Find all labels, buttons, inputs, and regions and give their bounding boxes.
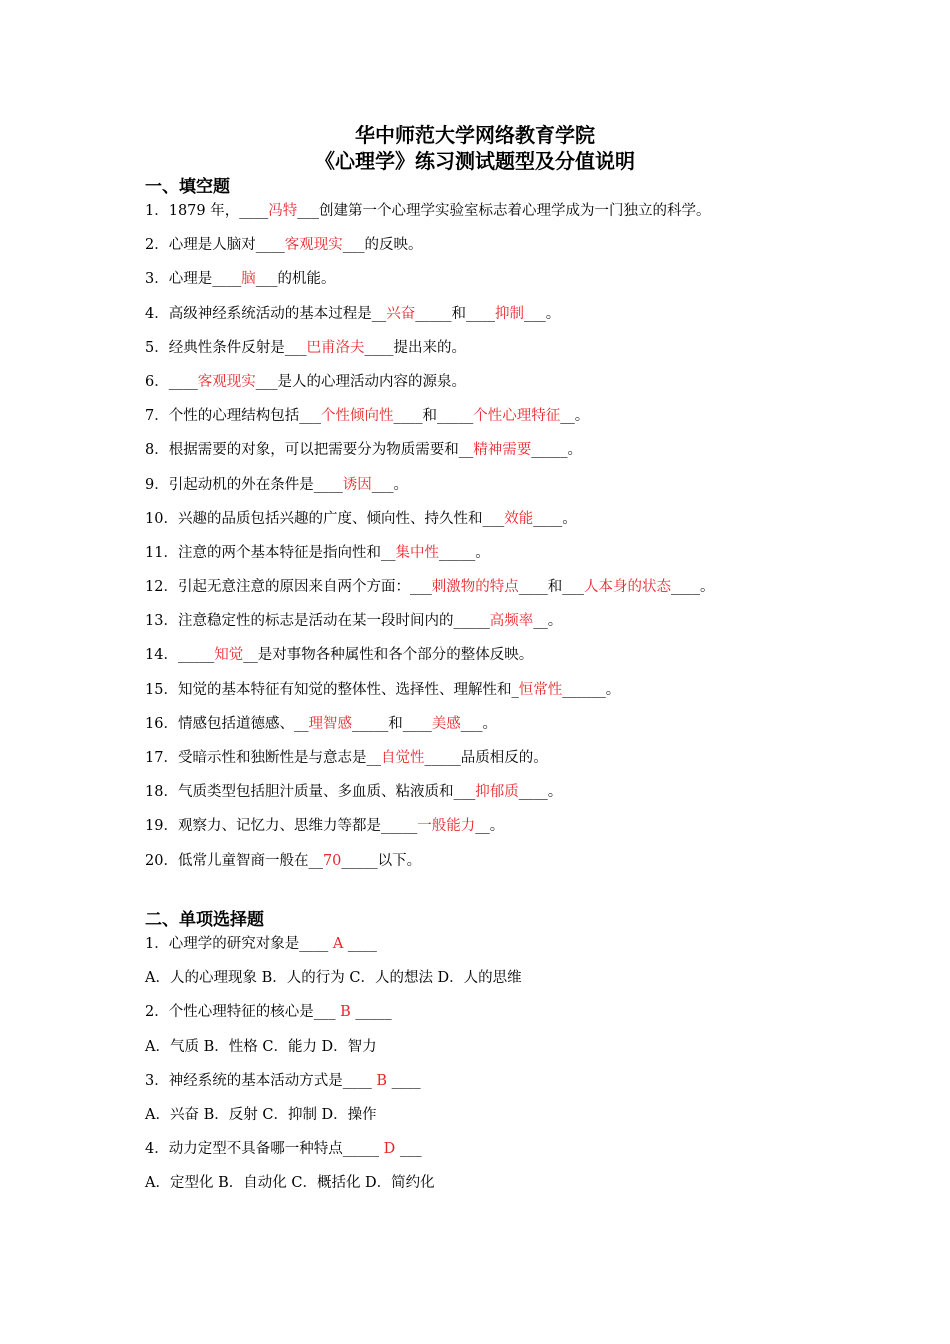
- question-text: A．兴奋 B．反射 C．抑制 D．操作: [145, 1106, 377, 1123]
- fill-blank-item: [145, 268, 935, 302]
- question-text: 10．兴趣的品质包括兴趣的广度、倾向性、持久性和___: [145, 510, 505, 527]
- question-text: 11．注意的两个基本特征是指向性和__: [145, 544, 396, 561]
- choice-item: [145, 1104, 935, 1138]
- question-text: 4．动力定型不具备哪一种特点_____: [145, 1141, 384, 1158]
- fill-blank-item: [145, 234, 935, 268]
- answer-text: 抑郁质: [475, 784, 519, 801]
- fill-blank-questions: [145, 200, 935, 884]
- answer-text: 客观现实: [197, 373, 256, 390]
- section-heading-fill-blank: 一、填空题: [145, 177, 230, 197]
- question-text: 8．根据需要的对象，可以把需要分为物质需要和__: [145, 442, 474, 459]
- answer-text: 冯特: [268, 203, 298, 219]
- fill-blank-item: [145, 405, 935, 439]
- question-text: 1．1879 年，____: [145, 203, 269, 219]
- question-text: ___。: [523, 305, 561, 322]
- question-text: 6．____: [145, 373, 198, 390]
- question-text: ______。: [562, 681, 621, 698]
- answer-text: 一般能力: [417, 818, 476, 835]
- question-text: ____: [387, 1072, 421, 1089]
- choice-item: [145, 1172, 935, 1206]
- question-text: 3．心理是____: [145, 271, 242, 288]
- answer-text: 抑制: [494, 305, 524, 322]
- question-text: 1．心理学的研究对象是____: [145, 936, 333, 952]
- question-text: __。: [475, 818, 505, 835]
- question-text: 14．_____: [145, 647, 215, 664]
- fill-blank-item: [145, 200, 935, 234]
- document-header: [0, 122, 950, 174]
- fill-blank-item: [145, 508, 935, 542]
- answer-text: A: [332, 936, 344, 952]
- answer-text: 兴奋: [386, 305, 416, 322]
- question-text: 4．高级神经系统活动的基本过程是__: [145, 305, 387, 322]
- choice-item: [145, 933, 935, 967]
- question-text: 12．引起无意注意的原因来自两个方面：___: [145, 579, 432, 596]
- question-text: ___: [395, 1141, 422, 1158]
- answer-text: B: [340, 1004, 351, 1021]
- choice-item: [145, 1138, 935, 1172]
- question-text: ___的反映。: [342, 237, 423, 254]
- question-text: ___的机能。: [255, 271, 336, 288]
- question-text: ____: [343, 936, 377, 952]
- question-text: ___。: [460, 715, 497, 732]
- question-text: ____。: [518, 784, 563, 801]
- answer-text: 理智感: [308, 715, 352, 732]
- question-text: ____。: [533, 510, 577, 527]
- fill-blank-item: [145, 781, 935, 815]
- question-text: 2．个性心理特征的核心是___: [145, 1004, 341, 1021]
- question-text: _____: [350, 1004, 392, 1021]
- choice-item: [145, 967, 935, 1001]
- question-text: 5．经典性条件反射是___: [145, 339, 307, 356]
- fill-blank-item: [145, 371, 935, 405]
- question-text: 13．注意稳定性的标志是活动在某一段时间内的_____: [145, 613, 490, 630]
- question-text: ____提出来的。: [364, 339, 466, 356]
- answer-text: 人本身的状态: [583, 579, 671, 596]
- answer-text: 效能: [504, 510, 534, 527]
- question-text: _____和____: [351, 715, 432, 732]
- fill-blank-item: [145, 439, 935, 473]
- fill-blank-item: [145, 337, 935, 371]
- question-text: 3．神经系统的基本活动方式是____: [145, 1072, 377, 1089]
- question-text: A．定型化 B．自动化 C．概括化 D．简约化: [145, 1175, 435, 1192]
- question-text: 17．受暗示性和独断性是与意志是__: [145, 750, 381, 766]
- question-text: 20．低常儿童智商一般在__: [145, 852, 323, 869]
- answer-text: 集中性: [395, 544, 439, 561]
- answer-text: 个性心理特征: [473, 408, 561, 425]
- question-text: 16．情感包括道德感、__: [145, 715, 309, 732]
- question-text: _____。: [531, 442, 582, 459]
- question-text: ___是人的心理活动内容的源泉。: [255, 373, 466, 390]
- single-choice-questions: [145, 933, 935, 1207]
- fill-blank-item: [145, 815, 935, 849]
- fill-blank-item: [145, 576, 935, 610]
- question-text: __。: [560, 408, 590, 425]
- fill-blank-item: [145, 610, 935, 644]
- institution-title: 华中师范大学网络教育学院: [355, 123, 595, 147]
- question-text: A．气质 B．性格 C．能力 D．智力: [145, 1038, 377, 1055]
- question-text: A．人的心理现象 B．人的行为 C．人的想法 D．人的思维: [145, 970, 522, 987]
- answer-text: D: [383, 1141, 396, 1158]
- question-text: 2．心理是人脑对____: [145, 237, 285, 254]
- answer-text: 客观现实: [284, 237, 343, 254]
- answer-text: 知觉: [214, 647, 244, 664]
- question-text: 9．引起动机的外在条件是____: [145, 476, 343, 493]
- question-text: 19．观察力、记忆力、思维力等都是_____: [145, 818, 418, 835]
- question-text: __是对事物各种属性和各个部分的整体反映。: [243, 647, 534, 664]
- answer-text: 刺激物的特点: [431, 579, 519, 596]
- answer-text: B: [376, 1072, 387, 1089]
- answer-text: 脑: [241, 271, 256, 288]
- question-text: __。: [533, 613, 563, 630]
- fill-blank-item: [145, 713, 935, 747]
- fill-blank-item: [145, 644, 935, 678]
- answer-text: 美感: [431, 715, 461, 732]
- fill-blank-item: [145, 747, 935, 781]
- question-text: 15．知觉的基本特征有知觉的整体性、选择性、理解性和_: [145, 681, 519, 698]
- answer-text: 个性倾向性: [320, 408, 394, 425]
- answer-text: 自觉性: [380, 750, 425, 766]
- answer-text: 70: [322, 852, 342, 869]
- fill-blank-item: [145, 679, 935, 713]
- fill-blank-item: [145, 474, 935, 508]
- choice-item: [145, 1036, 935, 1070]
- answer-text: 高频率: [489, 613, 534, 630]
- question-text: 7．个性的心理结构包括___: [145, 408, 321, 425]
- question-text: ___。: [371, 476, 408, 493]
- question-text: 18．气质类型包括胆汁质量、多血质、粘液质和___: [145, 784, 476, 801]
- question-text: _____。: [438, 544, 490, 561]
- question-text: ___创建第一个心理学实验室标志着心理学成为一门独立的科学。: [297, 203, 711, 219]
- answer-text: 巴甫洛夫: [306, 339, 365, 356]
- question-text: _____以下。: [341, 852, 422, 869]
- choice-item: [145, 1070, 935, 1104]
- course-title: 《心理学》练习测试题型及分值说明: [315, 149, 635, 173]
- answer-text: 恒常性: [518, 681, 563, 698]
- question-text: _____和____: [415, 305, 495, 322]
- fill-blank-item: [145, 303, 935, 337]
- answer-text: 精神需要: [473, 442, 532, 459]
- question-text: ____和_____: [393, 408, 474, 425]
- fill-blank-item: [145, 850, 935, 884]
- answer-text: 诱因: [342, 476, 372, 493]
- choice-item: [145, 1001, 935, 1035]
- fill-blank-item: [145, 542, 935, 576]
- question-text: ____和___: [518, 579, 584, 596]
- question-text: _____品质相反的。: [424, 750, 548, 766]
- question-text: ____。: [670, 579, 715, 596]
- section-heading-single-choice: 二、单项选择题: [145, 910, 264, 930]
